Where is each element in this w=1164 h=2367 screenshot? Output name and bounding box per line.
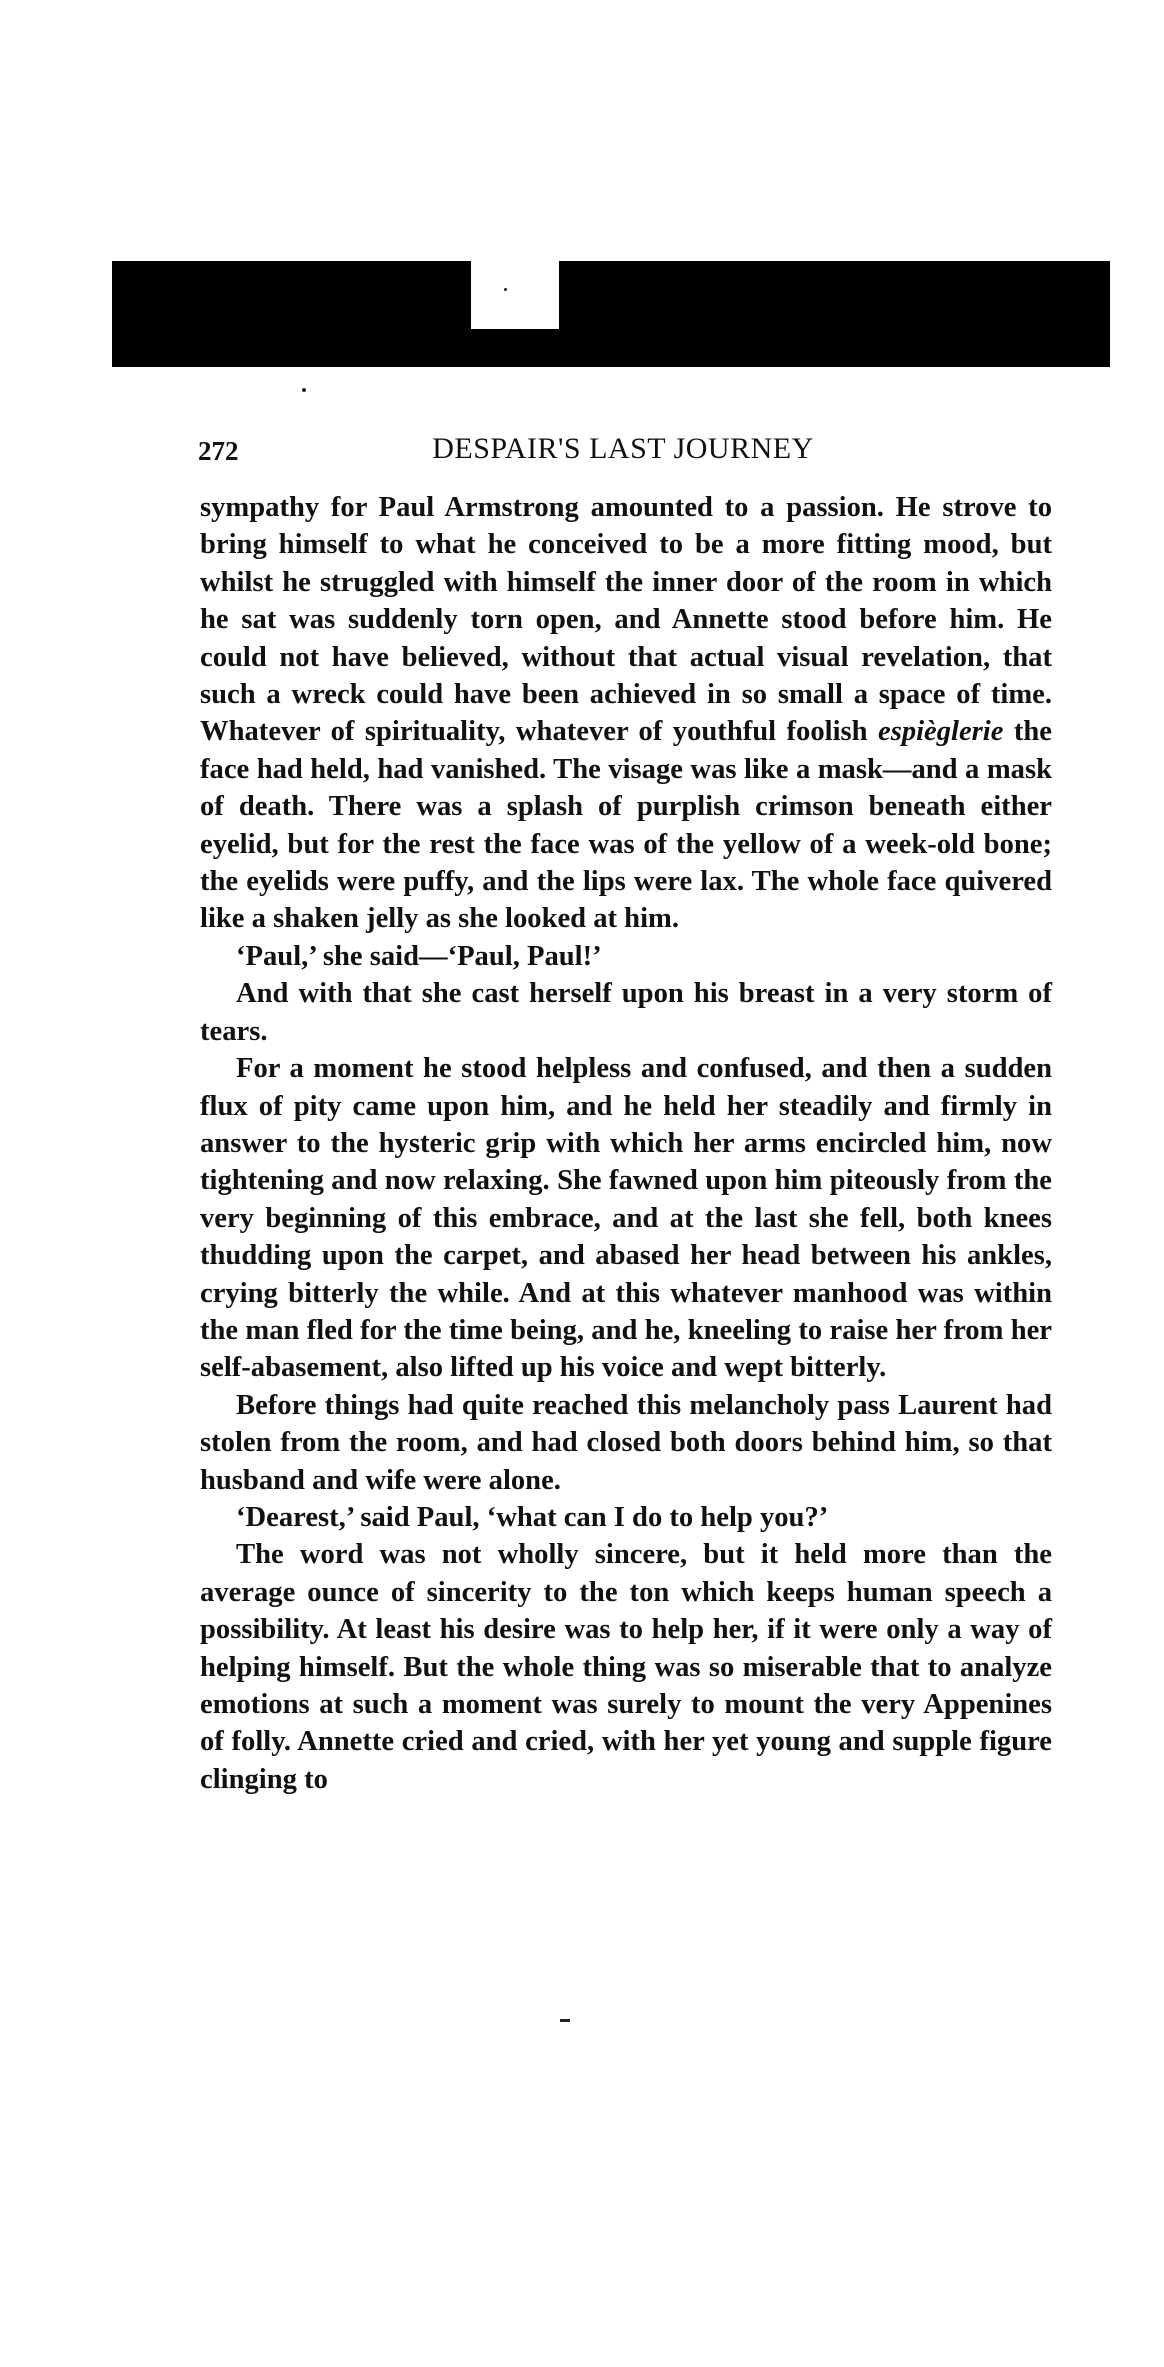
paragraph-text: the face had held, had vanished. The visage was like a mask—and a mask of death. There was a splash of purplish crimson beneath either eyelid, but for the rest the face was of the yellow of a week-old bone; the eyelids were puffy, and the lips were lax. The whole face quivered like a shaken jelly as she looked at him. bbox=[200, 716, 1053, 935]
body-text bbox=[200, 489, 1052, 1798]
scan-band-notch bbox=[471, 261, 559, 329]
paragraph bbox=[200, 489, 1052, 938]
scan-speck bbox=[302, 388, 306, 392]
paragraph: And with that she cast herself upon his breast in a very storm of tears. bbox=[200, 978, 1052, 1047]
scan-mark bbox=[560, 2019, 570, 2022]
running-head bbox=[198, 432, 1048, 472]
paragraph: For a moment he stood helpless and confused, and then a sudden flux of pity came upon him, and he held her steadily and firmly in answer to the hysteric grip with which her arms encircled him, now tightening and now relaxing. She fawned upon him piteously from the very beginning of this embrace, and at the last she fell, both knees thudding upon the carpet, and abased her head between his ankles, crying bitterly the while. And at this whatever manhood was within the man fled for the time being, and he, kneeling to raise her from her self-abasement, also lifted up his voice and wept bitterly. bbox=[200, 1053, 1052, 1384]
paragraph: Before things had quite reached this melancholy pass Laurent had stolen from the room, and had closed both doors behind him, so that husband and wife were alone. bbox=[200, 1389, 1052, 1496]
paragraph: ‘Dearest,’ said Paul, ‘what can I do to help you?’ bbox=[236, 1501, 829, 1533]
scan-speck bbox=[504, 288, 507, 291]
page-number: 272 bbox=[198, 436, 239, 466]
running-title: DESPAIR'S LAST JOURNEY bbox=[432, 432, 814, 465]
paragraph: The word was not wholly sincere, but it held more than the average ounce of sincerity to the ton which keeps human speech a possibility. At least his desire was to help her, if it were only a way of helping himself. But the whole thing was so miserable that to analyze emotions at such a moment was surely to mount the very Appenines of folly. Annette cried and cried, with her yet young and supple figure clinging to bbox=[200, 1539, 1052, 1795]
scan-black-band bbox=[112, 261, 1110, 367]
italic-word: espièglerie bbox=[878, 716, 1004, 748]
paragraph: ‘Paul,’ she said—‘Paul, Paul!’ bbox=[236, 940, 602, 972]
paragraph-text: sympathy for Paul Armstrong amounted to a passion. He strove to bring himself to what he conceived to be a more fitting mood, but whilst he struggled with himself the inner door of the room in which he sat was suddenly torn open, and Annette stood before him. He could not have believed, without that actual visual revelation, that such a wreck could have been achieved in so small a space of time. Whatever of spirituality, whatever of youthful foolish bbox=[200, 492, 1052, 748]
